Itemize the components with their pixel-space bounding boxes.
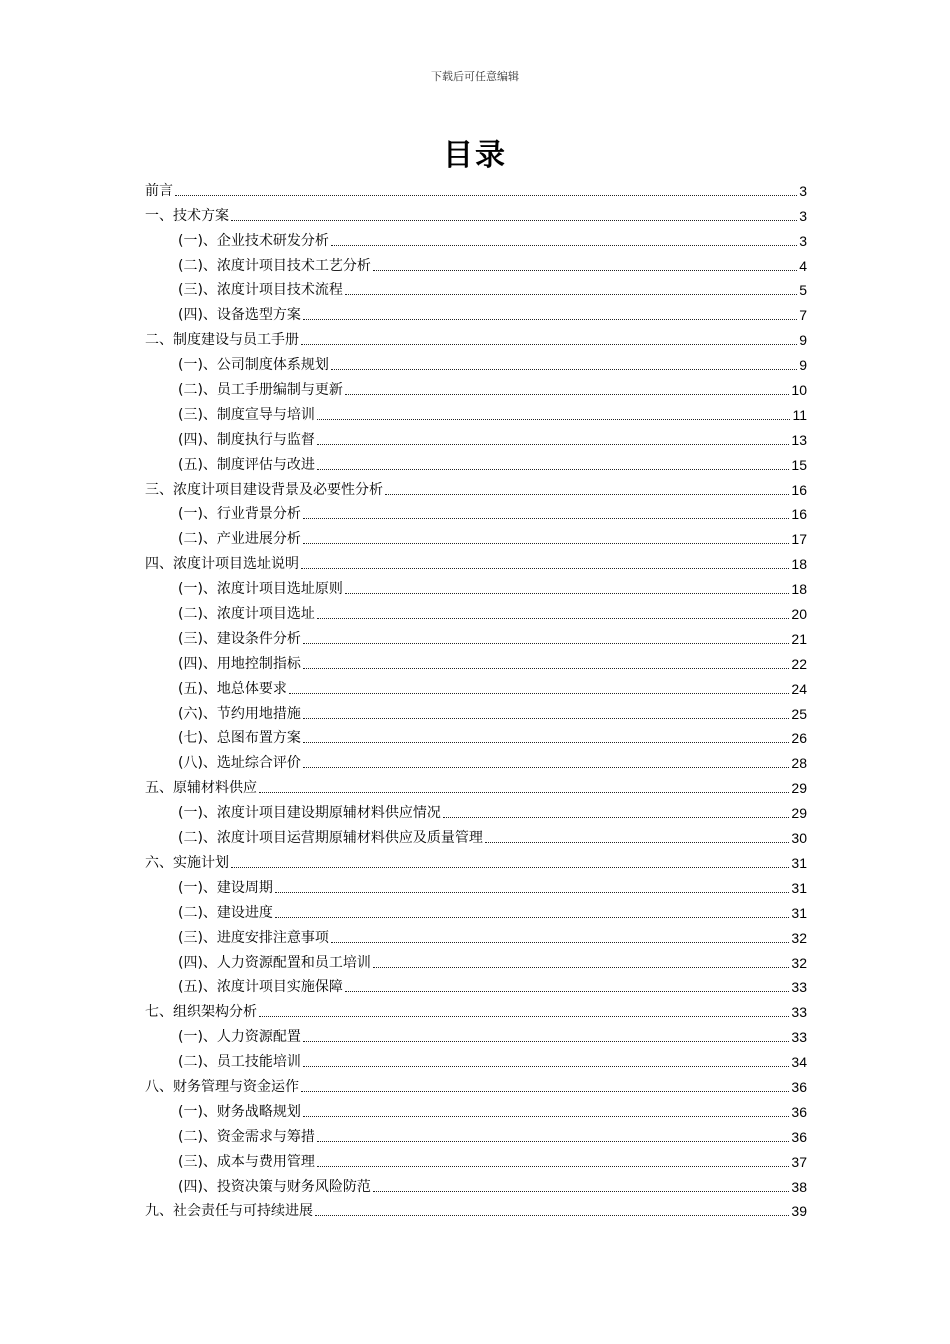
- toc-dot-leader: [289, 693, 789, 694]
- toc-entry[interactable]: [145, 972, 807, 997]
- toc-entry-label: 六、实施计划: [145, 854, 229, 871]
- toc-entry[interactable]: [145, 1171, 807, 1196]
- toc-entry[interactable]: [145, 996, 807, 1021]
- toc-entry[interactable]: [145, 1046, 807, 1071]
- toc-entry-page: 37: [791, 1153, 807, 1170]
- toc-dot-leader: [303, 742, 789, 743]
- toc-dot-leader: [301, 568, 789, 569]
- toc-dot-leader: [317, 1166, 789, 1167]
- toc-entry-label: (四)、设备选型方案: [178, 307, 301, 324]
- toc-entry-label: (三)、建设条件分析: [178, 630, 301, 647]
- toc-dot-leader: [331, 942, 789, 943]
- toc-entry-page: 32: [791, 954, 807, 971]
- toc-entry-page: 9: [799, 332, 807, 349]
- toc-dot-leader: [231, 220, 797, 221]
- toc-entry-page: 21: [791, 630, 807, 647]
- toc-entry[interactable]: [145, 1021, 807, 1046]
- toc-dot-leader: [275, 892, 789, 893]
- toc-entry[interactable]: [145, 922, 807, 947]
- toc-entry-label: 前言: [145, 182, 173, 199]
- toc-entry-label: (二)、浓度计项目运营期原辅材料供应及质量管理: [178, 830, 483, 847]
- toc-entry-page: 29: [791, 780, 807, 797]
- toc-dot-leader: [315, 1215, 789, 1216]
- toc-dot-leader: [231, 867, 789, 868]
- toc-entry-label: (二)、资金需求与筹措: [178, 1128, 315, 1145]
- toc-entry-page: 17: [791, 531, 807, 548]
- toc-entry-label: (三)、成本与费用管理: [178, 1153, 315, 1170]
- toc-dot-leader: [331, 245, 797, 246]
- toc-dot-leader: [303, 668, 789, 669]
- toc-entry[interactable]: [145, 1121, 807, 1146]
- toc-entry-label: (一)、浓度计项目建设期原辅材料供应情况: [178, 805, 441, 822]
- toc-dot-leader: [275, 917, 789, 918]
- toc-dot-leader: [301, 1091, 789, 1092]
- toc-dot-leader: [303, 643, 789, 644]
- toc-entry-label: (八)、选址综合评价: [178, 755, 301, 772]
- toc-dot-leader: [385, 494, 789, 495]
- toc-entry-label: (一)、浓度计项目选址原则: [178, 581, 343, 598]
- toc-entry-label: (四)、制度执行与监督: [178, 431, 315, 448]
- toc-entry[interactable]: [145, 747, 807, 772]
- toc-dot-leader: [317, 444, 789, 445]
- page-header: 下载后可任意编辑: [431, 70, 519, 83]
- toc-entry-label: (一)、财务战略规划: [178, 1103, 301, 1120]
- toc-entry[interactable]: [145, 399, 807, 424]
- toc-entry-page: 10: [791, 382, 807, 399]
- toc-entry[interactable]: [145, 499, 807, 524]
- toc-entry[interactable]: [145, 897, 807, 922]
- toc-entry-label: 三、浓度计项目建设背景及必要性分析: [145, 481, 383, 498]
- toc-entry-label: (七)、总图布置方案: [178, 730, 301, 747]
- toc-entry[interactable]: [145, 250, 807, 275]
- toc-entry[interactable]: [145, 822, 807, 847]
- toc-entry-label: (五)、制度评估与改进: [178, 456, 315, 473]
- toc-entry[interactable]: [145, 374, 807, 399]
- toc-entry-page: 16: [791, 506, 807, 523]
- toc-dot-leader: [373, 270, 797, 271]
- toc-entry-page: 33: [791, 979, 807, 996]
- toc-entry-page: 32: [791, 929, 807, 946]
- toc-entry-label: 四、浓度计项目选址说明: [145, 556, 299, 573]
- toc-entry-page: 9: [799, 357, 807, 374]
- toc-entry[interactable]: [145, 1146, 807, 1171]
- toc-entry-page: 29: [791, 805, 807, 822]
- toc-entry-label: (四)、用地控制指标: [178, 655, 301, 672]
- toc-dot-leader: [317, 419, 791, 420]
- toc-entry[interactable]: [145, 947, 807, 972]
- toc-entry-page: 5: [799, 282, 807, 299]
- toc-entry-page: 7: [799, 307, 807, 324]
- toc-entry[interactable]: [145, 449, 807, 474]
- toc-entry-label: 七、组织架构分析: [145, 1004, 257, 1021]
- toc-entry-page: 38: [791, 1178, 807, 1195]
- toc-entry-label: 五、原辅材料供应: [145, 780, 257, 797]
- toc-entry[interactable]: [145, 225, 807, 250]
- toc-dot-leader: [259, 792, 789, 793]
- toc-entry-label: (一)、公司制度体系规划: [178, 357, 329, 374]
- toc-entry-page: 26: [791, 730, 807, 747]
- page-title: 目录: [443, 138, 507, 173]
- toc-entry-page: 34: [791, 1054, 807, 1071]
- toc-entry-page: 31: [791, 904, 807, 921]
- toc-entry-label: (三)、制度宣导与培训: [178, 406, 315, 423]
- toc-entry-label: 二、制度建设与员工手册: [145, 332, 299, 349]
- toc-dot-leader: [303, 718, 789, 719]
- toc-entry[interactable]: [145, 275, 807, 300]
- toc-entry-page: 36: [791, 1103, 807, 1120]
- toc-entry[interactable]: [145, 623, 807, 648]
- toc-entry-page: 13: [791, 431, 807, 448]
- toc-entry[interactable]: [145, 424, 807, 449]
- toc-entry-page: 31: [791, 854, 807, 871]
- toc-entry-page: 33: [791, 1029, 807, 1046]
- toc-dot-leader: [345, 294, 797, 295]
- toc-entry-label: (一)、建设周期: [178, 879, 273, 896]
- toc-entry-page: 15: [791, 456, 807, 473]
- toc-entry[interactable]: [145, 1071, 807, 1096]
- toc-entry-page: 22: [791, 655, 807, 672]
- toc-entry-page: 4: [799, 257, 807, 274]
- toc-dot-leader: [303, 767, 789, 768]
- toc-entry-page: 3: [799, 207, 807, 224]
- toc-entry-page: 24: [791, 680, 807, 697]
- toc-entry-label: (三)、浓度计项目技术流程: [178, 282, 343, 299]
- toc-dot-leader: [175, 195, 797, 196]
- toc-entry-page: 28: [791, 755, 807, 772]
- toc-entry[interactable]: [145, 200, 807, 225]
- toc-entry[interactable]: [145, 523, 807, 548]
- toc-entry-label: 一、技术方案: [145, 207, 229, 224]
- toc-dot-leader: [317, 469, 789, 470]
- toc-dot-leader: [331, 369, 797, 370]
- toc-entry[interactable]: [145, 598, 807, 623]
- toc-entry-page: 20: [791, 606, 807, 623]
- toc-entry[interactable]: [145, 673, 807, 698]
- toc-entry[interactable]: [145, 648, 807, 673]
- toc-dot-leader: [303, 319, 797, 320]
- toc-entry-label: (二)、建设进度: [178, 904, 273, 921]
- toc-entry-label: (一)、行业背景分析: [178, 506, 301, 523]
- toc-entry-label: 九、社会责任与可持续进展: [145, 1203, 313, 1220]
- toc-entry-page: 30: [791, 830, 807, 847]
- toc-dot-leader: [303, 518, 789, 519]
- toc-entry-page: 16: [791, 481, 807, 498]
- toc-entry-label: (五)、浓度计项目实施保障: [178, 979, 343, 996]
- toc-entry-page: 3: [799, 182, 807, 199]
- toc-dot-leader: [317, 618, 789, 619]
- toc-entry-page: 18: [791, 581, 807, 598]
- toc-entry[interactable]: [145, 573, 807, 598]
- toc-dot-leader: [373, 1191, 789, 1192]
- toc-dot-leader: [303, 1116, 789, 1117]
- toc-entry-label: (二)、浓度计项目技术工艺分析: [178, 257, 371, 274]
- toc-entry[interactable]: [145, 698, 807, 723]
- toc-dot-leader: [485, 842, 789, 843]
- toc-entry-label: (二)、员工技能培训: [178, 1054, 301, 1071]
- toc-entry[interactable]: [145, 872, 807, 897]
- toc-entry[interactable]: [145, 474, 807, 499]
- toc-dot-leader: [303, 1041, 789, 1042]
- toc-entry-page: 33: [791, 1004, 807, 1021]
- toc-entry-page: 11: [792, 406, 807, 423]
- toc-dot-leader: [303, 1066, 789, 1067]
- toc-entry[interactable]: [145, 772, 807, 797]
- toc-entry-label: (一)、人力资源配置: [178, 1029, 301, 1046]
- toc-entry-label: (三)、进度安排注意事项: [178, 929, 329, 946]
- toc-entry-page: 18: [791, 556, 807, 573]
- toc-entry[interactable]: [145, 349, 807, 374]
- toc-entry[interactable]: [145, 847, 807, 872]
- toc-entry-label: (五)、地总体要求: [178, 680, 287, 697]
- toc-dot-leader: [373, 967, 789, 968]
- table-of-contents: [145, 175, 807, 1220]
- toc-entry-label: (二)、产业进展分析: [178, 531, 301, 548]
- toc-entry-label: (四)、人力资源配置和员工培训: [178, 954, 371, 971]
- toc-entry-page: 31: [791, 879, 807, 896]
- toc-entry[interactable]: [145, 1196, 807, 1221]
- toc-entry[interactable]: [145, 324, 807, 349]
- toc-entry-label: (二)、员工手册编制与更新: [178, 382, 343, 399]
- toc-entry-page: 3: [799, 232, 807, 249]
- toc-entry[interactable]: [145, 299, 807, 324]
- toc-entry[interactable]: [145, 175, 807, 200]
- toc-dot-leader: [345, 593, 789, 594]
- toc-entry-page: 39: [791, 1203, 807, 1220]
- toc-entry-label: 八、财务管理与资金运作: [145, 1078, 299, 1095]
- toc-dot-leader: [301, 344, 797, 345]
- toc-entry[interactable]: [145, 723, 807, 748]
- toc-entry-label: (一)、企业技术研发分析: [178, 232, 329, 249]
- toc-entry-page: 25: [791, 705, 807, 722]
- toc-dot-leader: [303, 543, 789, 544]
- toc-entry-label: (六)、节约用地措施: [178, 705, 301, 722]
- toc-entry-page: 36: [791, 1128, 807, 1145]
- toc-dot-leader: [259, 1016, 789, 1017]
- toc-entry-label: (四)、投资决策与财务风险防范: [178, 1178, 371, 1195]
- toc-dot-leader: [345, 394, 789, 395]
- toc-dot-leader: [345, 991, 789, 992]
- toc-entry-page: 36: [791, 1078, 807, 1095]
- toc-dot-leader: [317, 1141, 789, 1142]
- toc-entry[interactable]: [145, 1096, 807, 1121]
- toc-entry[interactable]: [145, 797, 807, 822]
- toc-entry-label: (二)、浓度计项目选址: [178, 606, 315, 623]
- toc-entry[interactable]: [145, 548, 807, 573]
- toc-dot-leader: [443, 817, 789, 818]
